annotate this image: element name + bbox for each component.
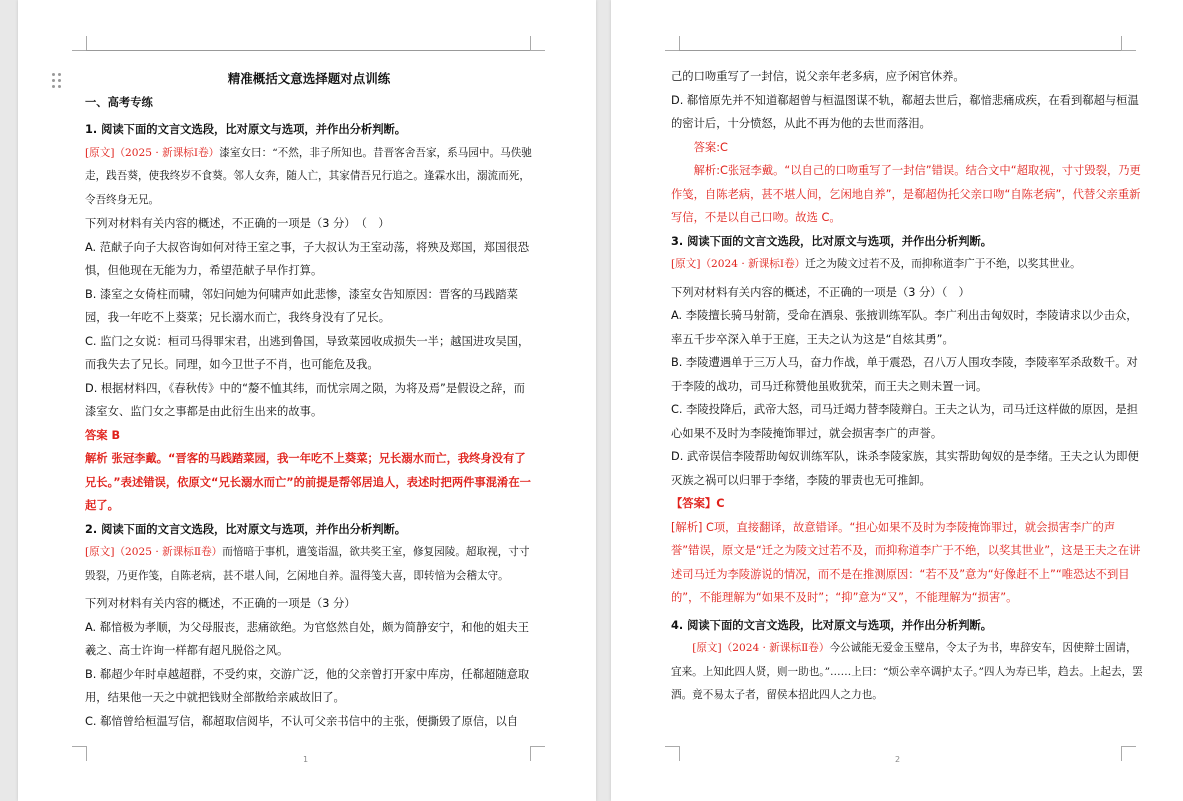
header-line bbox=[86, 50, 530, 51]
q1-option-b: B. 漆室之女倚柱而啸，邻妇问她为何啸声如此悲惨，漆室女告知原因：晋客的马践踏菜园，我一年吃不上葵菜；兄长溺水而亡，我终身没有了兄长。 bbox=[85, 287, 518, 324]
drag-handle-icon[interactable] bbox=[52, 73, 62, 89]
q2-option-a: A. 郗愔极为孝顺，为父母服丧，悲痛欲绝。为官悠然自处，颇为简静安宁，和他的姐夫王羲之、高士许询一样都有超凡脱俗之风。 bbox=[85, 620, 529, 657]
q3-source-tag: [原文]（2024 · 新课标Ⅰ卷） bbox=[671, 258, 806, 270]
margin-corner-bottom-left bbox=[665, 746, 680, 761]
q3-option-c: C. 李陵投降后，武帝大怒，司马迁竭力替李陵辩白。王夫之认为，司马迁这样做的原因，是担心如果不及时为李陵掩饰罪过，就会损害李广的声誉。 bbox=[671, 403, 1138, 440]
q2-passage: [原文]（2025 · 新课标Ⅱ卷）而愔暗于事机，遣笺诣温，欲共奖王室，修复园陵。超取视，寸寸毁裂，乃更作笺，自陈老病，甚不堪人间，乞闲地自养。温得笺大喜，即转愔为会稽太守。 bbox=[85, 546, 530, 582]
q2-analysis: 解析:C张冠李戴。“以自己的口吻重写了一封信”错误。结合文中“超取视，寸寸毁裂，乃更作笺，自陈老病，甚不堪人间，乞闲地自养”，是郗超伪托父亲口吻“自陈老病”，代替父亲重新写信，不是以自己口吻。故选 C。 bbox=[671, 164, 1141, 224]
q3-answer: 【答案】C bbox=[671, 497, 725, 510]
q2-option-c: C. 郗愔曾给桓温写信，郗超取信阅毕，不认可父亲书信中的主张，便撕毁了原信，以自 bbox=[85, 714, 519, 728]
q3-question: 下列对材料有关内容的概述，不正确的一项是（3 分）（ ） bbox=[671, 285, 970, 299]
margin-corner-top-left bbox=[72, 36, 87, 51]
q4-heading: 4. 阅读下面的文言文选段，比对原文与选项，并作出分析判断。 bbox=[671, 618, 993, 632]
margin-corner-top-right bbox=[1121, 36, 1136, 51]
page-2-content bbox=[671, 65, 1143, 708]
page-number: 2 bbox=[895, 755, 901, 764]
q2-question: 下列对材料有关内容的概述，不正确的一项是（3 分） bbox=[85, 597, 356, 610]
page-number: 1 bbox=[303, 755, 309, 764]
q1-passage: [原文]（2025 · 新课标Ⅰ卷）漆室女曰：“不然，非子所知也。昔晋客舍吾家，系马园中。马佚驰走，践吾葵，使我终岁不食葵。邻人女奔，随人亡，其家倩吾兄行追之。逢霖水出，溺流而死，令吾终身无兄。 bbox=[85, 146, 532, 206]
q4-passage: [原文]（2024 · 新课标Ⅱ卷）今公诚能无爱金玉璧帛，令太子为书，卑辞安车，因使辩士固请，宜来。上知此四人贤，则一助也。”……上曰：“烦公幸卒调护太子。”四人为寿已毕，趋去。上起去，罢酒。竟不易太子者，留侯本招此四人之力也。 bbox=[671, 642, 1143, 701]
margin-corner-top-right bbox=[530, 36, 545, 51]
q3-option-d: D. 武帝误信李陵帮助匈奴训练军队，诛杀李陵家族，其实帮助匈奴的是李绪。王夫之认为即便灭族之祸可以归罪于李绪，李陵的罪责也无可推卸。 bbox=[671, 450, 1139, 487]
q3-passage: [原文]（2024 · 新课标Ⅰ卷）迁之为陵文过若不及，而抑称道李广于不绝，以奖其世业。 bbox=[671, 258, 1081, 270]
q1-question: 下列对材料有关内容的概述，不正确的一项是（3 分） （ ） bbox=[85, 217, 390, 230]
q1-source-tag: [原文]（2025 · 新课标Ⅰ卷） bbox=[85, 146, 220, 159]
document-page-2 bbox=[611, 0, 1183, 801]
q2-answer: 答案:C bbox=[693, 140, 728, 154]
header-line bbox=[679, 50, 1121, 51]
q1-option-a: A. 范献子向子大叔咨询如何对待王室之事，子大叔认为王室动荡，将殃及郑国，郑国很恐惧，但他现在无能为力，希望范献子早作打算。 bbox=[85, 240, 529, 277]
q1-option-c: C. 监门之女说：桓司马得罪宋君，出逃到鲁国，导致菜园收成损失一半；越国进攻吴国，而我失去了兄长。同理，如今卫世子不肖，也可能危及我。 bbox=[85, 334, 530, 371]
q4-source-tag: [原文]（2024 · 新课标Ⅱ卷） bbox=[692, 642, 830, 654]
q2-source-tag: [原文]（2025 · 新课标Ⅱ卷） bbox=[85, 546, 223, 558]
q2-option-d: D. 郗愔原先并不知道郗超曾与桓温图谋不轨，郗超去世后，郗愔悲痛成疾，在看到郗超与桓温的密计后，十分愤怒，从此不再为他的去世而落泪。 bbox=[671, 93, 1139, 130]
q1-answer: 答案 B bbox=[85, 428, 121, 442]
document-title: 精准概括文意选择题对点训练 bbox=[227, 71, 391, 86]
margin-corner-top-left bbox=[665, 36, 680, 51]
q3-analysis: [解析] C项，直接翻译，故意错译。“担心如果不及时为李陵掩饰罪过，就会损害李广的声誉”错误，原文是“迁之为陵文过若不及，而抑称道李广于不绝，以奖其世业”，这是王夫之在讲述司马迁为李陵游说的情况，而不是在推测原因：“若不及”意为“好像赶不上”“唯恐达不到目的”，不能理解为“如果不及时”；“抑”意为“又”，不能理解为“损害”。 bbox=[671, 520, 1141, 604]
q1-analysis: 解析 张冠李戴。“晋客的马践踏菜园，我一年吃不上葵菜；兄长溺水而亡，我终身没有了兄长。”表述错误，依原文“兄长溺水而亡”的前提是帮邻居追人，表述时把两件事混淆在一起了。 bbox=[85, 452, 531, 512]
q2-continuation: 己的口吻重写了一封信，说父亲年老多病，应予闲官休养。 bbox=[671, 70, 965, 83]
q2-option-b: B. 郗超少年时卓越超群，不受约束，交游广泛，他的父亲曾打开家中库房，任郗超随意取用，结果他一天之中就把钱财全部散给亲戚故旧了。 bbox=[85, 667, 530, 704]
margin-corner-bottom-left bbox=[72, 746, 87, 761]
q3-option-a: A. 李陵擅长骑马射箭，受命在酒泉、张掖训练军队。李广利出击匈奴时，李陵请求以少击众，率五千步卒深入单于王庭，王夫之认为这是“自炫其勇”。 bbox=[671, 309, 1138, 346]
q1-heading: 1. 阅读下面的文言文选段，比对原文与选项，并作出分析判断。 bbox=[85, 123, 407, 136]
margin-corner-bottom-right bbox=[1121, 746, 1136, 761]
q1-option-d: D. 根据材料四，《春秋传》中的“嫠不恤其纬，而忧宗周之陨，为将及焉”是假设之辞，而漆室女、监门女之事都是由此衍生出来的故事。 bbox=[85, 381, 525, 418]
q3-heading: 3. 阅读下面的文言文选段，比对原文与选项，并作出分析判断。 bbox=[671, 234, 993, 248]
q3-option-b: B. 李陵遭遇单于三万人马，奋力作战，单于震恐，召八万人围攻李陵，李陵率军杀敌数千。对于李陵的战功，司马迁称赞他虽败犹荣，而王夫之则未置一词。 bbox=[671, 356, 1138, 393]
margin-corner-bottom-right bbox=[530, 746, 545, 761]
document-page-1 bbox=[18, 0, 596, 801]
page-1-content bbox=[85, 67, 533, 733]
section-heading: 一、高考专练 bbox=[85, 95, 153, 109]
q2-heading: 2. 阅读下面的文言文选段，比对原文与选项，并作出分析判断。 bbox=[85, 522, 407, 536]
